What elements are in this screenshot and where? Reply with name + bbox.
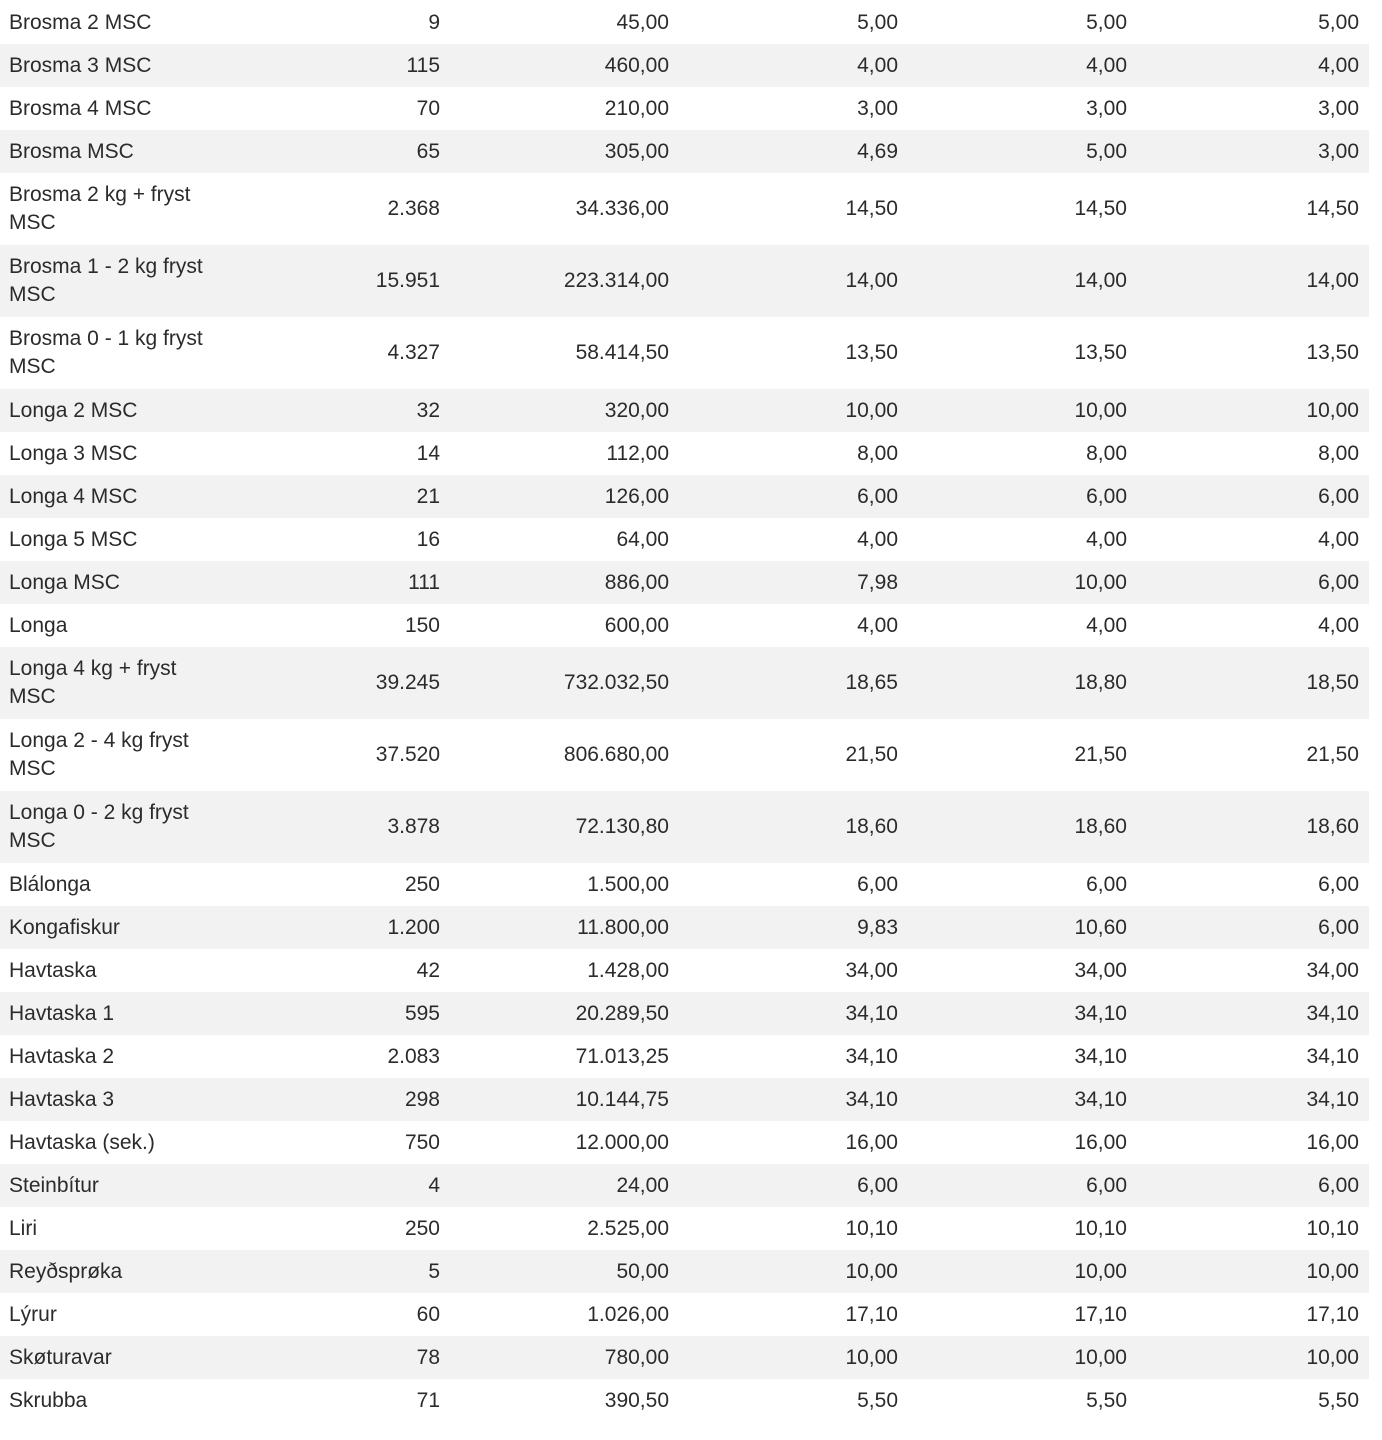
cell-species: Longa 5 MSC bbox=[9, 527, 138, 551]
cell-low-price: 5,50 bbox=[1318, 1388, 1359, 1412]
cell-quantity: 5 bbox=[428, 1259, 440, 1283]
cell-quantity: 15.951 bbox=[375, 269, 440, 292]
cell-low-price: 5,00 bbox=[1318, 10, 1359, 34]
cell-average-price: 4,00 bbox=[857, 53, 898, 77]
cell-species: Longa 2 MSC bbox=[9, 398, 138, 422]
cell-high-price: 10,60 bbox=[1074, 915, 1127, 939]
cell-average-price: 10,00 bbox=[845, 398, 898, 422]
cell-species: Longa 0 - 2 kg fryst MSC bbox=[9, 801, 189, 852]
cell-total: 806.680,00 bbox=[563, 743, 669, 766]
cell-low-price: 4,00 bbox=[1318, 527, 1359, 551]
table-row bbox=[0, 1336, 1369, 1379]
cell-species: Brosma 2 kg + fryst MSC bbox=[9, 183, 191, 234]
cell-low-price: 34,10 bbox=[1306, 1044, 1359, 1068]
table-row bbox=[0, 1293, 1369, 1336]
cell-low-price: 4,00 bbox=[1318, 613, 1359, 637]
cell-total: 223.314,00 bbox=[563, 269, 669, 292]
table-row bbox=[0, 1250, 1369, 1293]
table-row bbox=[0, 245, 1369, 317]
cell-total: 20.289,50 bbox=[575, 1001, 669, 1025]
cell-average-price: 6,00 bbox=[857, 1173, 898, 1197]
cell-quantity: 595 bbox=[404, 1001, 440, 1025]
cell-total: 112,00 bbox=[606, 441, 669, 465]
cell-average-price: 10,10 bbox=[845, 1216, 898, 1240]
cell-high-price: 5,00 bbox=[1086, 139, 1127, 163]
cell-high-price: 13,50 bbox=[1074, 341, 1127, 364]
cell-low-price: 3,00 bbox=[1318, 96, 1359, 120]
cell-low-price: 16,00 bbox=[1306, 1130, 1359, 1154]
auction-results-table bbox=[0, 1, 1369, 1422]
cell-low-price: 6,00 bbox=[1318, 484, 1359, 508]
cell-high-price: 14,50 bbox=[1074, 197, 1127, 220]
cell-quantity: 250 bbox=[404, 1216, 440, 1240]
cell-quantity: 250 bbox=[404, 872, 440, 896]
cell-high-price: 4,00 bbox=[1086, 53, 1127, 77]
cell-quantity: 39.245 bbox=[375, 671, 440, 694]
cell-quantity: 1.200 bbox=[387, 915, 440, 939]
cell-species: Lýrur bbox=[9, 1302, 57, 1326]
cell-average-price: 5,00 bbox=[857, 10, 898, 34]
cell-average-price: 4,69 bbox=[857, 139, 898, 163]
cell-total: 10.144,75 bbox=[575, 1087, 669, 1111]
cell-species: Brosma MSC bbox=[9, 139, 134, 163]
cell-low-price: 4,00 bbox=[1318, 53, 1359, 77]
cell-average-price: 18,60 bbox=[845, 815, 898, 838]
cell-average-price: 10,00 bbox=[845, 1259, 898, 1283]
cell-high-price: 10,00 bbox=[1074, 398, 1127, 422]
cell-average-price: 6,00 bbox=[857, 484, 898, 508]
cell-low-price: 17,10 bbox=[1306, 1302, 1359, 1326]
cell-high-price: 34,10 bbox=[1074, 1044, 1127, 1068]
cell-quantity: 71 bbox=[416, 1388, 440, 1412]
cell-average-price: 6,00 bbox=[857, 872, 898, 896]
cell-high-price: 10,00 bbox=[1074, 1345, 1127, 1369]
cell-species: Skrubba bbox=[9, 1388, 88, 1412]
table-row bbox=[0, 863, 1369, 906]
cell-low-price: 21,50 bbox=[1306, 743, 1359, 766]
cell-quantity: 2.083 bbox=[387, 1044, 440, 1068]
cell-species: Havtaska 2 bbox=[9, 1044, 115, 1068]
cell-total: 71.013,25 bbox=[575, 1044, 669, 1068]
cell-total: 2.525,00 bbox=[587, 1216, 669, 1240]
table-row bbox=[0, 518, 1369, 561]
cell-quantity: 42 bbox=[416, 958, 440, 982]
cell-quantity: 60 bbox=[416, 1302, 440, 1326]
cell-total: 72.130,80 bbox=[575, 815, 669, 838]
table-row bbox=[0, 992, 1369, 1035]
cell-low-price: 18,50 bbox=[1306, 671, 1359, 694]
cell-quantity: 21 bbox=[416, 484, 440, 508]
cell-species: Brosma 1 - 2 kg fryst MSC bbox=[9, 255, 203, 306]
cell-quantity: 16 bbox=[416, 527, 440, 551]
cell-total: 886,00 bbox=[604, 570, 669, 594]
cell-total: 390,50 bbox=[604, 1388, 669, 1412]
cell-total: 460,00 bbox=[604, 53, 669, 77]
cell-species: Havtaska bbox=[9, 958, 97, 982]
cell-species: Reyðsprøka bbox=[9, 1259, 123, 1283]
cell-average-price: 3,00 bbox=[857, 96, 898, 120]
cell-average-price: 10,00 bbox=[845, 1345, 898, 1369]
cell-high-price: 10,00 bbox=[1074, 570, 1127, 594]
cell-species: Brosma 4 MSC bbox=[9, 96, 152, 120]
cell-average-price: 21,50 bbox=[845, 743, 898, 766]
cell-average-price: 16,00 bbox=[845, 1130, 898, 1154]
cell-total: 305,00 bbox=[604, 139, 669, 163]
cell-high-price: 21,50 bbox=[1074, 743, 1127, 766]
cell-high-price: 5,00 bbox=[1086, 10, 1127, 34]
cell-high-price: 10,10 bbox=[1074, 1216, 1127, 1240]
cell-high-price: 14,00 bbox=[1074, 269, 1127, 292]
cell-average-price: 14,50 bbox=[845, 197, 898, 220]
cell-high-price: 34,10 bbox=[1074, 1001, 1127, 1025]
cell-species: Kongafiskur bbox=[9, 915, 120, 939]
cell-low-price: 6,00 bbox=[1318, 915, 1359, 939]
cell-high-price: 34,00 bbox=[1074, 958, 1127, 982]
cell-species: Skøturavar bbox=[9, 1345, 112, 1369]
cell-quantity: 70 bbox=[416, 96, 440, 120]
table-row bbox=[0, 1379, 1369, 1422]
cell-high-price: 17,10 bbox=[1074, 1302, 1127, 1326]
cell-total: 12.000,00 bbox=[575, 1130, 669, 1154]
cell-average-price: 13,50 bbox=[845, 341, 898, 364]
cell-average-price: 14,00 bbox=[845, 269, 898, 292]
table-row bbox=[0, 1078, 1369, 1121]
cell-high-price: 10,00 bbox=[1074, 1259, 1127, 1283]
cell-average-price: 34,10 bbox=[845, 1044, 898, 1068]
cell-high-price: 4,00 bbox=[1086, 527, 1127, 551]
cell-total: 600,00 bbox=[604, 613, 669, 637]
table-row bbox=[0, 130, 1369, 173]
cell-high-price: 18,80 bbox=[1074, 671, 1127, 694]
cell-low-price: 10,00 bbox=[1306, 1345, 1359, 1369]
cell-quantity: 3.878 bbox=[387, 815, 440, 838]
cell-total: 1.500,00 bbox=[587, 872, 669, 896]
cell-high-price: 6,00 bbox=[1086, 484, 1127, 508]
table-row bbox=[0, 719, 1369, 791]
cell-quantity: 37.520 bbox=[375, 743, 440, 766]
cell-quantity: 4 bbox=[428, 1173, 440, 1197]
cell-average-price: 34,10 bbox=[845, 1001, 898, 1025]
cell-low-price: 18,60 bbox=[1306, 815, 1359, 838]
cell-low-price: 14,50 bbox=[1306, 197, 1359, 220]
cell-species: Longa 2 - 4 kg fryst MSC bbox=[9, 729, 189, 780]
cell-total: 34.336,00 bbox=[575, 197, 669, 220]
table-row bbox=[0, 1, 1369, 44]
cell-low-price: 14,00 bbox=[1306, 269, 1359, 292]
cell-species: Havtaska 3 bbox=[9, 1087, 115, 1111]
table-row bbox=[0, 87, 1369, 130]
cell-average-price: 17,10 bbox=[845, 1302, 898, 1326]
cell-low-price: 3,00 bbox=[1318, 139, 1359, 163]
cell-total: 58.414,50 bbox=[575, 341, 669, 364]
table-row bbox=[0, 791, 1369, 863]
table-row bbox=[0, 1164, 1369, 1207]
cell-low-price: 6,00 bbox=[1318, 570, 1359, 594]
cell-high-price: 4,00 bbox=[1086, 613, 1127, 637]
cell-species: Longa 4 kg + fryst MSC bbox=[9, 657, 177, 708]
cell-total: 50,00 bbox=[616, 1259, 669, 1283]
cell-low-price: 34,10 bbox=[1306, 1001, 1359, 1025]
table-row bbox=[0, 561, 1369, 604]
cell-average-price: 8,00 bbox=[857, 441, 898, 465]
cell-species: Havtaska 1 bbox=[9, 1001, 115, 1025]
auction-results-table-container bbox=[0, 1, 1369, 1422]
cell-high-price: 6,00 bbox=[1086, 1173, 1127, 1197]
table-row bbox=[0, 389, 1369, 432]
cell-total: 320,00 bbox=[604, 398, 669, 422]
cell-quantity: 2.368 bbox=[387, 197, 440, 220]
cell-low-price: 34,10 bbox=[1306, 1087, 1359, 1111]
cell-species: Liri bbox=[9, 1216, 38, 1240]
cell-quantity: 9 bbox=[428, 10, 440, 34]
cell-quantity: 32 bbox=[416, 398, 440, 422]
cell-high-price: 3,00 bbox=[1086, 96, 1127, 120]
table-row bbox=[0, 1035, 1369, 1078]
table-row bbox=[0, 1121, 1369, 1164]
table-row bbox=[0, 44, 1369, 87]
table-row bbox=[0, 475, 1369, 518]
cell-quantity: 750 bbox=[404, 1130, 440, 1154]
cell-low-price: 34,00 bbox=[1306, 958, 1359, 982]
cell-species: Longa 3 MSC bbox=[9, 441, 138, 465]
cell-quantity: 14 bbox=[416, 441, 440, 465]
cell-quantity: 4.327 bbox=[387, 341, 440, 364]
cell-low-price: 6,00 bbox=[1318, 872, 1359, 896]
cell-species: Havtaska (sek.) bbox=[9, 1130, 155, 1154]
cell-total: 126,00 bbox=[604, 484, 669, 508]
cell-low-price: 10,00 bbox=[1306, 398, 1359, 422]
cell-quantity: 65 bbox=[416, 139, 440, 163]
cell-high-price: 34,10 bbox=[1074, 1087, 1127, 1111]
cell-low-price: 10,00 bbox=[1306, 1259, 1359, 1283]
cell-quantity: 78 bbox=[416, 1345, 440, 1369]
table-row bbox=[0, 1207, 1369, 1250]
cell-total: 1.428,00 bbox=[587, 958, 669, 982]
cell-average-price: 34,10 bbox=[845, 1087, 898, 1111]
cell-quantity: 298 bbox=[404, 1087, 440, 1111]
cell-quantity: 111 bbox=[408, 570, 440, 594]
cell-low-price: 8,00 bbox=[1318, 441, 1359, 465]
cell-total: 780,00 bbox=[604, 1345, 669, 1369]
table-row bbox=[0, 647, 1369, 719]
cell-low-price: 10,10 bbox=[1306, 1216, 1359, 1240]
cell-average-price: 4,00 bbox=[857, 613, 898, 637]
cell-total: 210,00 bbox=[604, 96, 669, 120]
cell-high-price: 18,60 bbox=[1074, 815, 1127, 838]
table-row bbox=[0, 604, 1369, 647]
table-row bbox=[0, 906, 1369, 949]
cell-quantity: 150 bbox=[404, 613, 440, 637]
cell-high-price: 6,00 bbox=[1086, 872, 1127, 896]
table-row bbox=[0, 173, 1369, 245]
cell-total: 732.032,50 bbox=[563, 671, 669, 694]
cell-total: 64,00 bbox=[616, 527, 669, 551]
cell-species: Brosma 2 MSC bbox=[9, 10, 152, 34]
table-row bbox=[0, 949, 1369, 992]
table-row bbox=[0, 317, 1369, 389]
cell-species: Brosma 3 MSC bbox=[9, 53, 152, 77]
cell-average-price: 7,98 bbox=[857, 570, 898, 594]
cell-species: Longa bbox=[9, 613, 68, 637]
cell-low-price: 6,00 bbox=[1318, 1173, 1359, 1197]
cell-species: Blálonga bbox=[9, 872, 91, 896]
cell-average-price: 5,50 bbox=[857, 1388, 898, 1412]
cell-high-price: 16,00 bbox=[1074, 1130, 1127, 1154]
cell-total: 24,00 bbox=[616, 1173, 669, 1197]
cell-species: Longa MSC bbox=[9, 570, 120, 594]
cell-average-price: 9,83 bbox=[857, 915, 898, 939]
table-body bbox=[0, 1, 1369, 1422]
cell-average-price: 4,00 bbox=[857, 527, 898, 551]
cell-species: Steinbítur bbox=[9, 1173, 99, 1197]
cell-high-price: 5,50 bbox=[1086, 1388, 1127, 1412]
cell-species: Brosma 0 - 1 kg fryst MSC bbox=[9, 327, 203, 378]
cell-total: 1.026,00 bbox=[587, 1302, 669, 1326]
cell-total: 45,00 bbox=[616, 10, 669, 34]
cell-low-price: 13,50 bbox=[1306, 341, 1359, 364]
cell-quantity: 115 bbox=[406, 53, 440, 77]
cell-average-price: 34,00 bbox=[845, 958, 898, 982]
table-row bbox=[0, 432, 1369, 475]
cell-high-price: 8,00 bbox=[1086, 441, 1127, 465]
cell-species: Longa 4 MSC bbox=[9, 484, 138, 508]
cell-total: 11.800,00 bbox=[577, 915, 669, 939]
cell-average-price: 18,65 bbox=[845, 671, 898, 694]
